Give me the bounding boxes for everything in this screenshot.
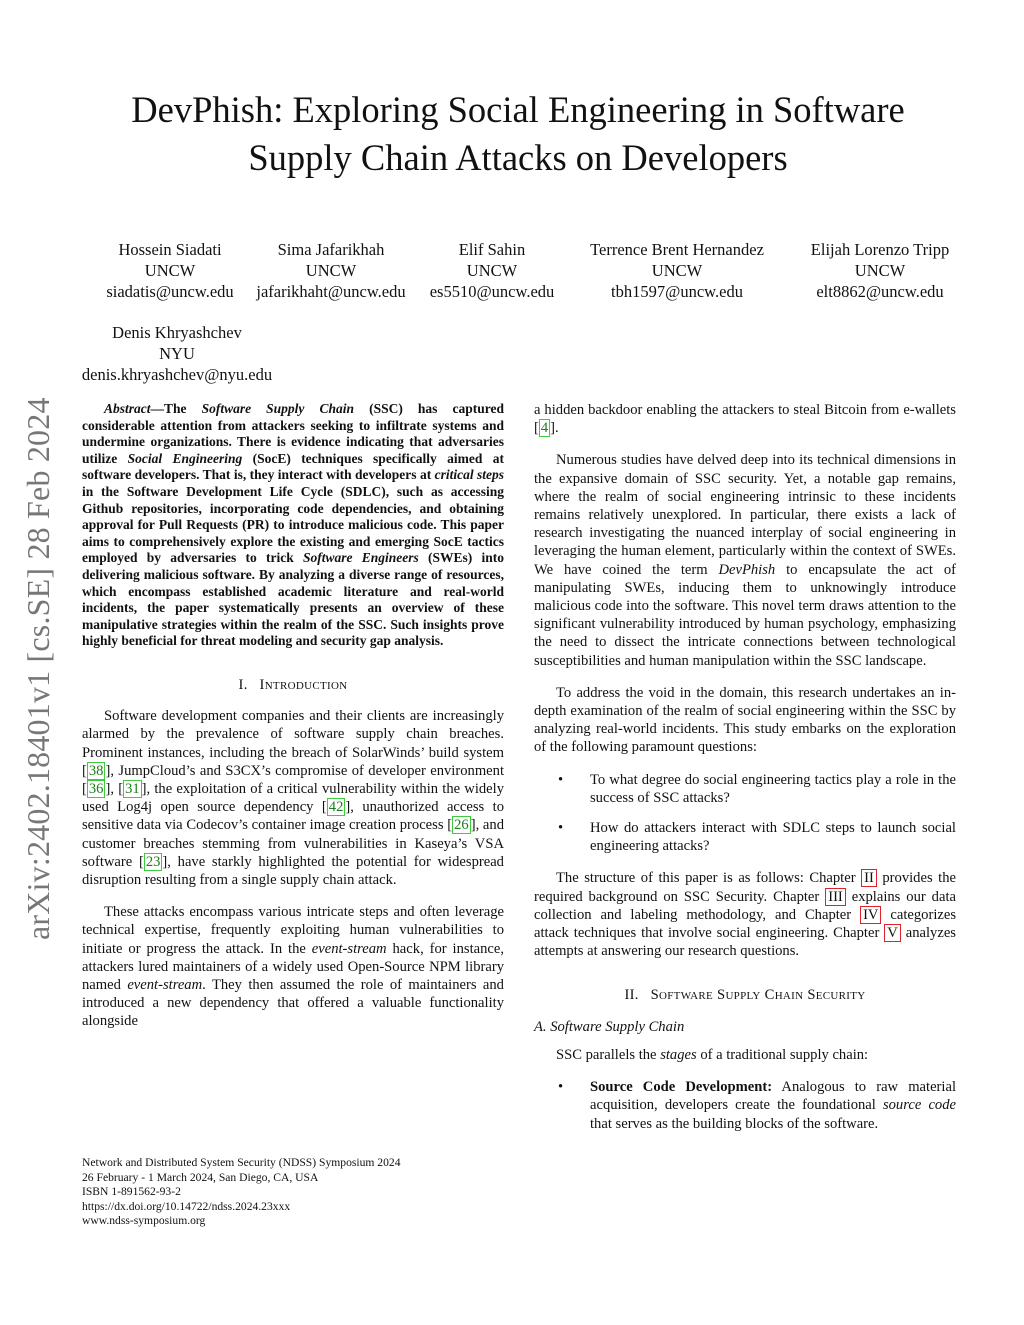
title-line-1: DevPhish: Exploring Social Engineering in Software [131, 89, 905, 130]
right-column [534, 401, 956, 1147]
list-item: • How do attackers interact with SDLC steps to launch social engineering attacks? [558, 820, 956, 855]
author-email: denis.khryashchev@nyu.edu [81, 365, 273, 384]
subsection-heading: A. Software Supply Chain [534, 1018, 685, 1035]
footer-website-link[interactable]: www.ndss-symposium.org [82, 1214, 206, 1228]
citation-link[interactable]: 26 [454, 817, 469, 834]
author-block [85, 239, 255, 302]
list-item: • To what degree do social engineering tactics play a role in the success of SSC attacks? [558, 771, 956, 806]
chapter-link[interactable]: V [884, 924, 901, 942]
author-name: Elijah Lorenzo Tripp [810, 240, 950, 259]
conference-footer [82, 1156, 401, 1229]
citation-link[interactable]: 42 [328, 799, 344, 816]
paragraph-structure: The structure of this paper is as follows: Chapter II provides the required background on SSC Security. Chapter III explains our data collection and labeling methodology, and Chapter IV categorizes attack techniques that involve social engineering. Chapter V analyzes attempts at answering our research questions. [534, 870, 957, 960]
bullet-icon: • [558, 1079, 564, 1096]
author-email: jafarikhaht@uncw.edu [256, 282, 406, 301]
paragraph-devphish: Numerous studies have delved deep into its technical dimensions in the expansive domain of SSC security. Yet, a notable gap remains, where the realm of social engineering intrinsic to these incidents remains relatively unexplored. In particular, there exists a lack of research investigating the nuanced interplay of social engineering in leveraging the human element, particularly within the context of SWEs. We have coined the term DevPhish to encapsulate the act of manipulating SWEs, inducing them to unknowingly introduce malicious code into the software. This novel term draws attention to the significant vulnerability introduced by human psychology, emphasizing the need to dissect the intricate connections between technological susceptibilities and human manipulation within the SSC landscape. [534, 452, 956, 669]
section-heading-ssc-security: II. SOFTWARE SUPPLY CHAIN SECURITY [624, 987, 866, 1004]
author-name: Denis Khryashchev [112, 323, 242, 342]
author-block [246, 239, 416, 302]
author-email: elt8862@uncw.edu [816, 282, 944, 301]
paper-title [60, 86, 976, 182]
paragraph-ssc: SSC parallels the stages of a traditional supply chain: [556, 1046, 869, 1063]
footer-line: ISBN 1-891562-93-2 [82, 1185, 181, 1199]
author-name: Terrence Brent Hernandez [590, 240, 764, 259]
intro-paragraph-2: These attacks encompass various intricate steps and often leverage technical expertise, frequently exploiting human vulnerabilities to initiate or progress the attack. In the event-stream hack, for instance, attackers lured maintainers of a widely used Open-Source NPM library named event-stream. They then assumed the role of maintainers and introduced a new dependency that offered a valuable functionality alongside [82, 904, 504, 1030]
chapter-link[interactable]: II [861, 869, 877, 887]
citation-link[interactable]: 31 [125, 780, 140, 797]
research-questions-list [534, 771, 956, 856]
author-affiliation: UNCW [466, 261, 518, 280]
arxiv-stamp: arXiv:2402.18401v1 [cs.SE] 28 Feb 2024 [20, 397, 56, 940]
intro-paragraph-1: Software development companies and their clients are increasingly alarmed by the prevalence of software supply chain breaches. Prominent instances, including the breach of SolarWinds’ build system [ 38 ], JumpCloud’s and S3CX’s compromise of developer environment [ 36 ], [ 31 ], the exploitation of a critical vulnerability within the widely used Log4j open source dependency [ 42 ], unauthorized access to sensitive data via Codecov’s container image creation process [ 26 ], and customer breaches stemming from vulnerabilities in Kaseya’s VSA software [ 23 ], have starkly highlighted the potential for widespread disruption resulting from a single supply chain attack. [82, 708, 504, 888]
author-email: siadatis@uncw.edu [106, 282, 234, 301]
author-affiliation: UNCW [305, 261, 357, 280]
author-name: Hossein Siadati [118, 240, 222, 259]
ssc-stages-list [534, 1078, 956, 1133]
author-affiliation: NYU [159, 344, 195, 363]
footer-line: 26 February - 1 March 2024, San Diego, CA, USA [82, 1170, 319, 1184]
author-affiliation: UNCW [651, 261, 703, 280]
author-affiliation: UNCW [144, 261, 196, 280]
author-block [72, 322, 282, 385]
list-item: • Source Code Development: Analogous to raw material acquisition, developers create the foundational source code that serves as the building blocks of the software. [558, 1079, 957, 1132]
bullet-icon: • [558, 771, 564, 788]
paragraph-research-aim: To address the void in the domain, this research undertakes an in-depth examination of the realm of social engineering within the SSC by analyzing real-world incidents. This study embarks on the exploration of the following paramount questions: [534, 684, 956, 756]
citation-link[interactable]: 36 [88, 780, 104, 797]
footer-doi-link[interactable]: https://dx.doi.org/10.14722/ndss.2024.23xxx [82, 1199, 291, 1213]
chapter-link[interactable]: IV [860, 906, 881, 924]
author-block [412, 239, 572, 302]
citation-link[interactable]: 4 [540, 420, 549, 437]
footer-line: Network and Distributed System Security (NDSS) Symposium 2024 [82, 1156, 401, 1169]
author-email: es5510@uncw.edu [429, 282, 555, 301]
section-heading-introduction: I. INTRODUCTION [238, 676, 348, 693]
author-block [790, 239, 970, 302]
author-name: Sima Jafarikhah [277, 240, 385, 259]
author-affiliation: UNCW [854, 261, 906, 280]
abstract: Abstract—The Software Supply Chain (SSC) has captured considerable attention from attackers seeking to infiltrate systems and undermine organizations. There is evidence indicating that adversaries utilize Social Engineering (SocE) techniques specifically aimed at software developers. That is, they interact with developers at critical steps in the Software Development Life Cycle (SDLC), such as accessing Github repositories, incorporating code dependencies, and obtaining approval for Pull Requests (PR) to introduce malicious code. This paper aims to comprehensively explore the existing and emerging SocE tactics employed by adversaries to trick Software Engineers (SWEs) into delivering malicious software. By analyzing a diverse range of resources, which encompass established academic literature and real-world incidents, the paper systematically presents an overview of these manipulative strategies within the realm of the SSC. Such insights prove highly beneficial for threat modeling and security gap analysis. [82, 401, 504, 649]
continued-paragraph: a hidden backdoor enabling the attackers to steal Bitcoin from e-wallets [ 4 ]. [534, 402, 956, 437]
chapter-link[interactable]: III [825, 888, 846, 906]
title-line-2: Supply Chain Attacks on Developers [248, 137, 788, 178]
citation-link[interactable]: 38 [88, 762, 104, 779]
left-column [82, 401, 504, 1045]
bullet-icon: • [558, 820, 564, 837]
author-name: Elif Sahin [458, 240, 526, 259]
citation-link[interactable]: 23 [145, 853, 161, 870]
author-email: tbh1597@uncw.edu [611, 282, 743, 301]
author-block [572, 239, 782, 302]
